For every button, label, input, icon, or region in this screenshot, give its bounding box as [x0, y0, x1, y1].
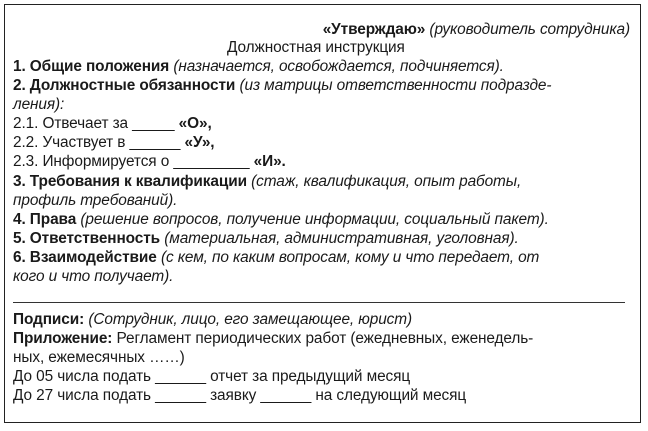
- signatures-title: Подписи:: [13, 311, 85, 328]
- section-6: [13, 248, 539, 267]
- section-1-title: 1. Общие положения: [13, 58, 170, 75]
- section-2-title: 2. Должностные обязанности: [13, 77, 236, 94]
- item-2-1: [13, 114, 212, 133]
- section-2-note: (из матрицы ответственности подразде-: [239, 77, 552, 94]
- approval-note: (руководитель сотрудника): [429, 21, 630, 38]
- section-1-note: (назначается, освобождается, подчиняется).: [173, 58, 504, 75]
- section-5: [13, 229, 519, 248]
- approval-label: «Утверждаю»: [322, 21, 426, 38]
- section-6-title: 6. Взаимодействие: [13, 249, 157, 266]
- item-2-2-code: «У»,: [184, 134, 215, 151]
- item-2-1-text: 2.1. Отвечает за _____: [13, 115, 175, 132]
- signatures-note: (Сотрудник, лицо, его замещающее, юрист): [88, 311, 412, 328]
- divider: [13, 302, 625, 303]
- deadline-27: До 27 числа подать ______ заявку ______ на следующий месяц: [13, 387, 467, 404]
- section-2: [13, 76, 551, 95]
- section-4-note: (решение вопросов, получение информации, социальный пакет).: [80, 211, 549, 228]
- deadline-05: До 05 числа подать ______ отчет за предыдущий месяц: [13, 368, 411, 385]
- section-3-note: (стаж, квалификация, опыт работы,: [251, 173, 522, 190]
- attachment-text-cont: ных, ежемесячных ……): [13, 349, 185, 366]
- item-2-3: [13, 152, 286, 171]
- section-4-title: 4. Права: [13, 211, 77, 228]
- item-2-2: [13, 133, 214, 152]
- item-2-2-text: 2.2. Участвует в ______: [13, 134, 181, 151]
- attachment: [13, 329, 533, 348]
- item-2-3-code: «И».: [253, 153, 286, 170]
- section-5-note: (материальная, административная, уголовная).: [164, 230, 519, 247]
- section-2-note-cont: ления):: [13, 96, 65, 113]
- approval-line: [323, 20, 630, 39]
- section-3-note-cont: профиль требований).: [13, 192, 178, 209]
- section-1: [13, 57, 504, 76]
- item-2-1-code: «О»,: [178, 115, 212, 132]
- section-3: [13, 172, 521, 191]
- section-6-note: (с кем, по каким вопросам, кому и что передает, от: [160, 249, 540, 266]
- attachment-text: Регламент периодических работ (ежедневных, еженедель-: [116, 330, 534, 347]
- section-5-title: 5. Ответственность: [13, 230, 161, 247]
- section-4: [13, 210, 549, 229]
- section-6-note-cont: кого и что получает).: [13, 268, 174, 285]
- document-title: Должностная инструкция: [227, 39, 405, 56]
- item-2-3-text: 2.3. Информируется о _________: [13, 153, 250, 170]
- section-3-title: 3. Требования к квалификации: [13, 173, 247, 190]
- signatures: [13, 310, 412, 329]
- attachment-title: Приложение:: [13, 330, 113, 347]
